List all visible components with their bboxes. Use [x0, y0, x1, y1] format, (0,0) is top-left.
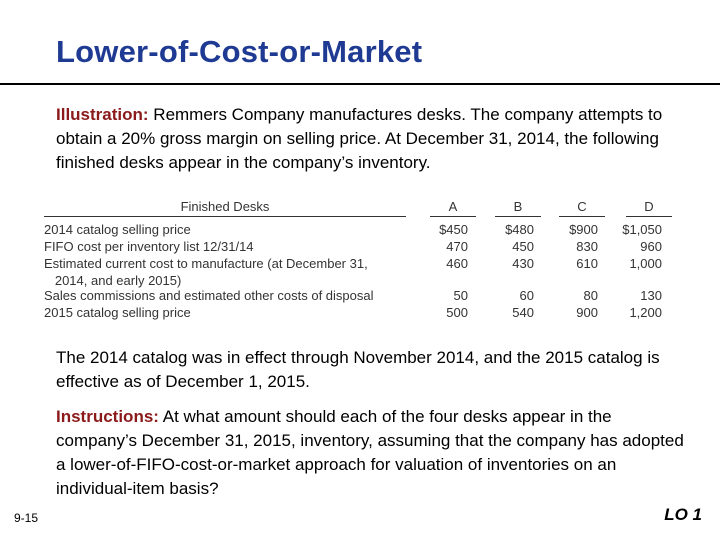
instructions-paragraph	[56, 405, 696, 501]
cell-a: 50	[453, 288, 468, 303]
cell-d: $1,050	[622, 222, 662, 237]
table-row	[44, 256, 676, 272]
table-header-col-c: C	[559, 199, 605, 217]
learning-objective: LO 1	[664, 505, 702, 524]
table-header-col-a: A	[430, 199, 476, 217]
illustration-paragraph	[56, 103, 696, 175]
cell-a: 500	[446, 305, 468, 320]
table-header-col-d: D	[626, 199, 672, 217]
cell-d: 130	[640, 288, 662, 303]
table-row	[44, 305, 676, 321]
slide-title: Lower-of-Cost-or-Market	[56, 34, 423, 69]
page-number: 9-15	[14, 511, 39, 525]
cell-d: 1,200	[629, 305, 662, 320]
cell-c: 830	[576, 239, 598, 254]
row-label: Sales commissions and estimated other costs of disposal	[44, 288, 374, 303]
cell-b: 450	[512, 239, 534, 254]
cell-d: 960	[640, 239, 662, 254]
cell-a: 470	[446, 239, 468, 254]
row-label: Estimated current cost to manufacture (at December 31,	[44, 256, 368, 271]
cell-a: 460	[446, 256, 468, 271]
catalog-note: The 2014 catalog was in effect through November 2014, and the 2015 catalog is effective as of December 1, 2015.	[56, 348, 660, 391]
row-label: 2015 catalog selling price	[44, 305, 191, 320]
cell-b: 430	[512, 256, 534, 271]
cell-c: 610	[576, 256, 598, 271]
cell-b: $480	[505, 222, 534, 237]
cell-c: 900	[576, 305, 598, 320]
table-row	[44, 288, 676, 304]
row-label: FIFO cost per inventory list 12/31/14	[44, 239, 254, 254]
cell-b: 60	[519, 288, 534, 303]
illustration-text: Remmers Company manufactures desks. The company attempts to obtain a 20% gross margin on selling price. At December 31, 2014, the following finished desks appear in the company’s inventory.	[56, 105, 663, 172]
cell-a: $450	[439, 222, 468, 237]
cell-b: 540	[512, 305, 534, 320]
row-label: 2014 catalog selling price	[44, 222, 191, 237]
table-row	[44, 273, 676, 289]
instructions-lead: Instructions:	[56, 407, 159, 426]
cell-c: 80	[583, 288, 598, 303]
table-row	[44, 222, 676, 238]
table-header-col-b: B	[495, 199, 541, 217]
table-row	[44, 239, 676, 255]
illustration-lead: Illustration:	[56, 105, 149, 124]
instructions-text: At what amount should each of the four desks appear in the company’s December 31, 2015, inventory, assuming that the company has adopted a lower-of-FIFO-cost-or-market approach for valuation of inventories on an individual-item basis?	[56, 407, 684, 498]
title-divider	[0, 83, 720, 85]
cell-c: $900	[569, 222, 598, 237]
cell-d: 1,000	[629, 256, 662, 271]
row-label: 2014, and early 2015)	[44, 273, 182, 288]
table-header-label: Finished Desks	[44, 199, 406, 217]
